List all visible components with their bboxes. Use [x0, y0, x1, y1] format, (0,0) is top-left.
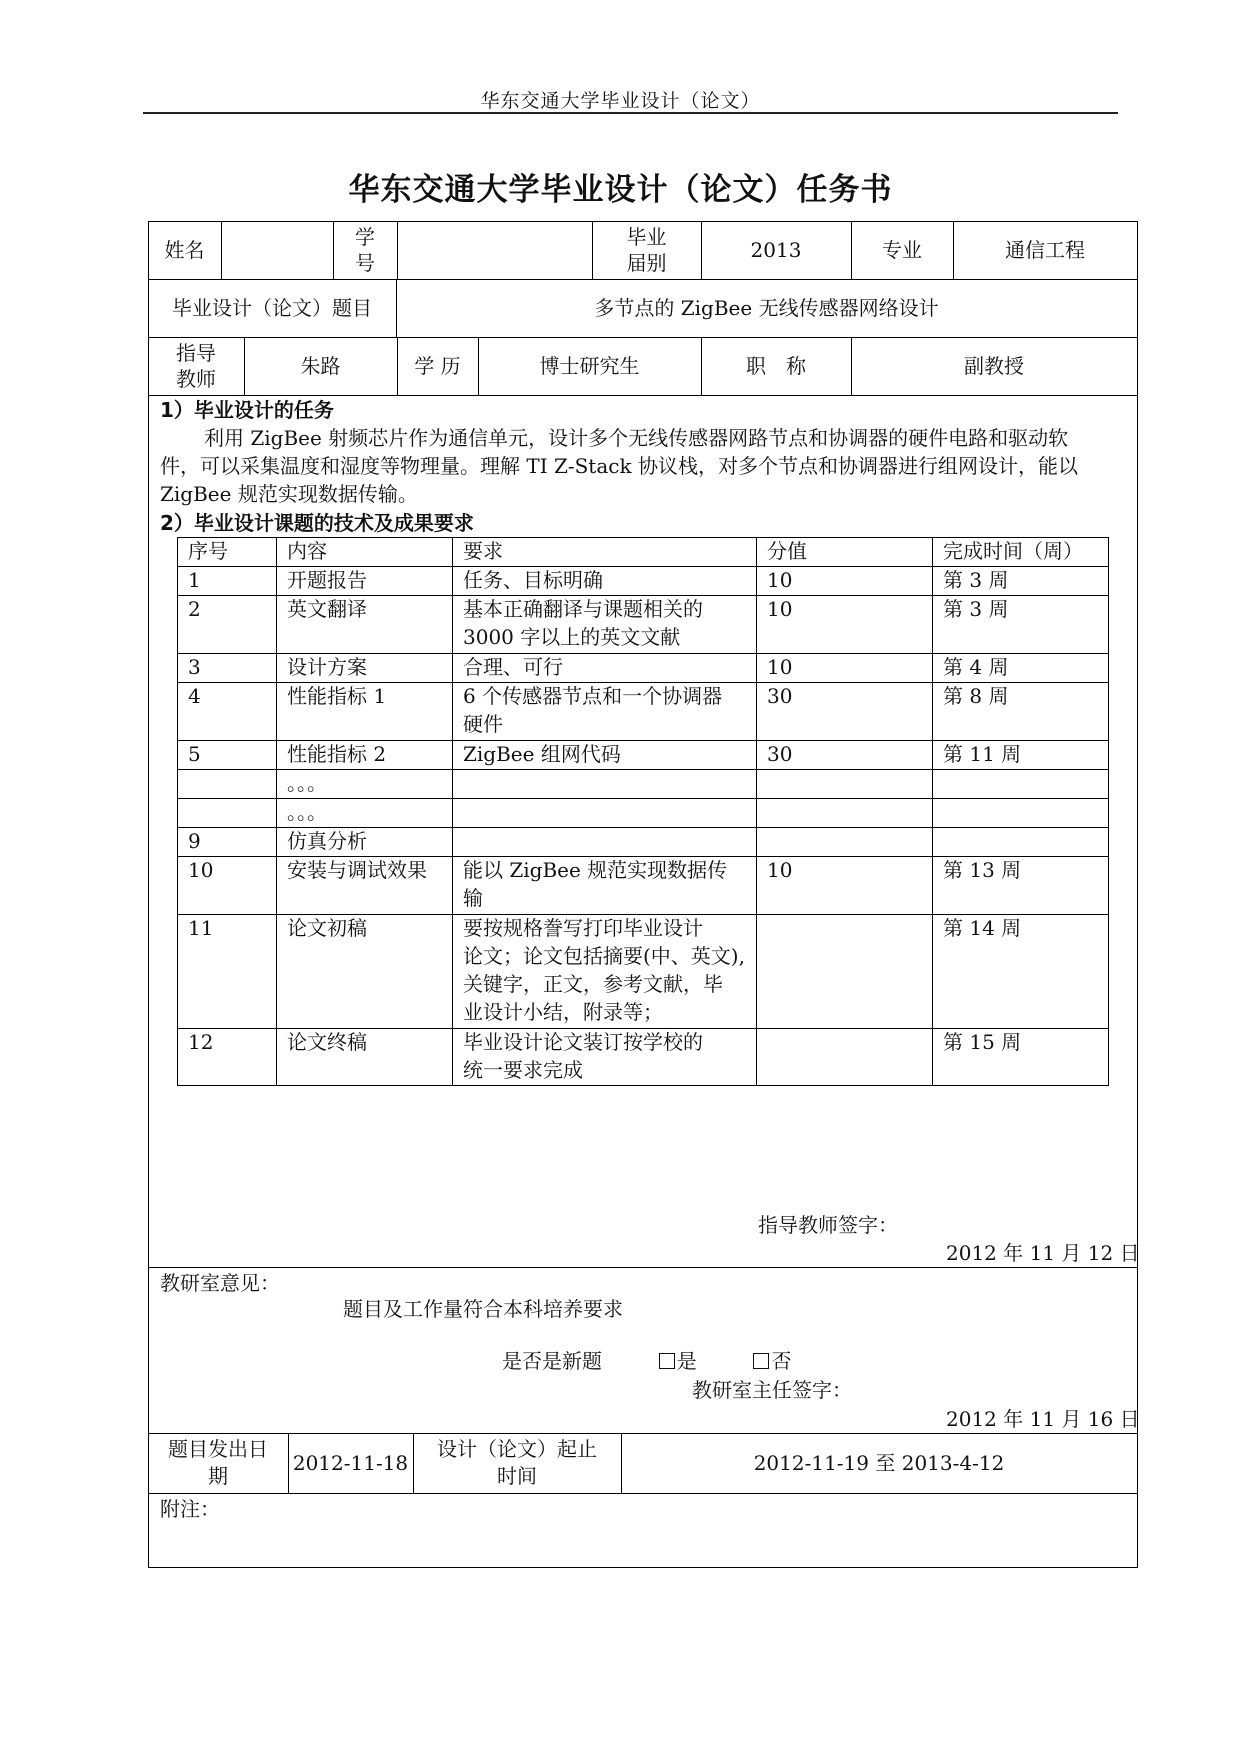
- table-cell-time: [932, 769, 1108, 798]
- table-cell-time: 第 13 周: [943, 858, 1022, 882]
- table-cell-time: 第 15 周: [943, 1030, 1022, 1054]
- table-cell-score: 10: [767, 655, 793, 679]
- table-cell-content: 论文终稿: [287, 1030, 367, 1054]
- table-cell-time: 第 3 周: [943, 597, 1009, 621]
- director-signature-label: 教研室主任签字：: [692, 1378, 852, 1402]
- table-cell-no: 1: [188, 568, 201, 592]
- table-header-cell: 完成时间（周）: [943, 539, 1083, 563]
- table-cell-no: 10: [188, 858, 214, 882]
- grad-year-value: 2013: [750, 238, 802, 262]
- table-cell-content: 仿真分析: [287, 829, 367, 853]
- title-label: 职 称: [746, 354, 806, 378]
- table-cell-requirement: [452, 856, 756, 914]
- table-cell-time: 第 14 周: [943, 916, 1022, 940]
- table-cell-score: 30: [767, 742, 793, 766]
- student-no-field[interactable]: [397, 221, 592, 279]
- requirement-line: 能以 ZigBee 规范实现数据传: [463, 858, 728, 882]
- table-cell-no: 12: [188, 1030, 214, 1054]
- requirement-line: 关键字，正文，参考文献，毕: [463, 972, 723, 996]
- section1-line-1: 利用 ZigBee 射频芯片作为通信单元，设计多个无线传感器网路节点和协调器的硬件电路和驱动软: [204, 426, 1069, 450]
- table-cell-score: 10: [767, 568, 793, 592]
- student-no-label: 学 号: [355, 225, 375, 275]
- requirement-line: 毕业设计论文装订按学校的: [463, 1030, 703, 1054]
- table-cell-content: 论文初稿: [287, 916, 367, 940]
- table-header-cell: 分值: [767, 539, 807, 563]
- table-cell-score: [756, 914, 932, 1028]
- requirement-line: 业设计小结，附录等；: [463, 1000, 663, 1024]
- requirement-line: ZigBee 组网代码: [463, 742, 621, 766]
- notes-label: 附注：: [160, 1497, 220, 1521]
- table-cell-no: 2: [188, 597, 201, 621]
- topic-label: 毕业设计（论文）题目: [172, 296, 372, 320]
- table-cell-requirement: [452, 798, 756, 827]
- document-title: 华东交通大学毕业设计（论文）任务书: [348, 172, 893, 208]
- requirement-line: 要按规格誊写打印毕业设计: [463, 916, 703, 940]
- issue-date-label: 题目发出日 期: [168, 1437, 268, 1488]
- table-cell-score: [756, 827, 932, 856]
- table-cell-content: 性能指标 2: [287, 742, 387, 766]
- section1-heading: 1）毕业设计的任务: [160, 398, 334, 422]
- table-rule: [1108, 537, 1109, 1086]
- table-header-cell: 要求: [463, 539, 503, 563]
- advisor-signature-label: 指导教师签字：: [758, 1213, 898, 1237]
- requirement-line: 统一要求完成: [463, 1058, 583, 1082]
- requirement-line: 合理、可行: [463, 655, 563, 679]
- running-header: 华东交通大学毕业设计（论文）: [480, 90, 761, 112]
- table-cell-time: [932, 827, 1108, 856]
- degree-value: 博士研究生: [539, 354, 640, 378]
- requirement-line: 基本正确翻译与课题相关的: [463, 597, 703, 621]
- title-value: 副教授: [964, 354, 1024, 378]
- office-opinion-text: 题目及工作量符合本科培养要求: [343, 1297, 623, 1321]
- table-cell-no: 5: [188, 742, 201, 766]
- table-cell-no: 11: [188, 916, 214, 940]
- no-checkbox[interactable]: [753, 1353, 769, 1369]
- section2-heading: 2）毕业设计课题的技术及成果要求: [160, 511, 474, 535]
- topic-value: 多节点的 ZigBee 无线传感器网络设计: [594, 296, 939, 320]
- table-cell-content: 。。。: [287, 771, 327, 795]
- table-cell-content: 安装与调试效果: [287, 858, 427, 882]
- office-date: 2012 年 11 月 16 日: [946, 1407, 1140, 1431]
- table-cell-no: [177, 798, 276, 827]
- table-header-cell: 内容: [287, 539, 327, 563]
- table-cell-requirement: [452, 566, 756, 595]
- table-cell-time: [932, 798, 1108, 827]
- table-cell-requirement: [452, 653, 756, 682]
- table-cell-requirement: [452, 595, 756, 653]
- table-cell-no: 4: [188, 684, 201, 708]
- table-cell-content: 。。。: [287, 800, 327, 824]
- header-rule: [143, 112, 1118, 114]
- office-opinion-label: 教研室意见：: [160, 1271, 280, 1295]
- grad-year-label: 毕业 届别: [626, 225, 667, 275]
- name-label: 姓名: [164, 238, 205, 262]
- table-cell-requirement: [452, 1028, 756, 1085]
- requirement-line: 输: [463, 886, 483, 910]
- table-cell-requirement: [452, 769, 756, 798]
- table-cell-content: 设计方案: [287, 655, 367, 679]
- table-cell-time: 第 4 周: [943, 655, 1009, 679]
- table-rule: [177, 1085, 1109, 1086]
- requirement-line: 6 个传感器节点和一个协调器: [463, 684, 723, 708]
- table-cell-content: 英文翻译: [287, 597, 367, 621]
- table-cell-score: [756, 769, 932, 798]
- table-header-cell: 序号: [188, 539, 228, 563]
- requirement-line: 硬件: [463, 712, 503, 736]
- major-value: 通信工程: [1005, 238, 1085, 262]
- requirement-line: 任务、目标明确: [463, 568, 603, 592]
- table-cell-requirement: [452, 827, 756, 856]
- table-cell-score: [756, 1028, 932, 1085]
- table-cell-content: 性能指标 1: [287, 684, 387, 708]
- name-field[interactable]: [221, 221, 333, 279]
- period-label: 设计（论文）起止 时间: [437, 1437, 597, 1488]
- major-label: 专业: [882, 238, 922, 262]
- table-cell-content: 开题报告: [287, 568, 367, 592]
- table-cell-score: 10: [767, 597, 793, 621]
- table-cell-no: [177, 769, 276, 798]
- yes-checkbox[interactable]: [659, 1353, 675, 1369]
- table-cell-no: 3: [188, 655, 201, 679]
- section1-line-3: ZigBee 规范实现数据传输。: [160, 482, 418, 506]
- table-cell-no: 9: [188, 829, 201, 853]
- table-cell-requirement: [452, 682, 756, 740]
- period-value: 2012-11-19 至 2013-4-12: [753, 1451, 1005, 1475]
- table-cell-score: 30: [767, 684, 793, 708]
- requirement-line: 论文；论文包括摘要(中、英文),: [463, 944, 745, 968]
- advisor-value: 朱路: [300, 354, 341, 378]
- table-cell-score: 10: [767, 858, 793, 882]
- advisor-signature-date: 2012 年 11 月 12 日: [946, 1241, 1140, 1265]
- table-cell-time: 第 11 周: [943, 742, 1022, 766]
- advisor-label: 指导 教师: [176, 341, 216, 391]
- table-cell-score: [756, 798, 932, 827]
- section1-line-2: 件，可以采集温度和湿度等物理量。理解 TI Z-Stack 协议栈，对多个节点和协调器进行组网设计，能以: [160, 454, 1078, 478]
- new-topic-question: 是否是新题 是 否: [502, 1349, 792, 1373]
- table-cell-time: 第 8 周: [943, 684, 1009, 708]
- table-cell-requirement: [452, 914, 756, 1028]
- issue-date-value: 2012-11-18: [292, 1451, 409, 1475]
- table-cell-time: 第 3 周: [943, 568, 1009, 592]
- degree-label: 学 历: [414, 354, 461, 378]
- table-cell-requirement: [452, 740, 756, 769]
- requirement-line: 3000 字以上的英文文献: [463, 625, 681, 649]
